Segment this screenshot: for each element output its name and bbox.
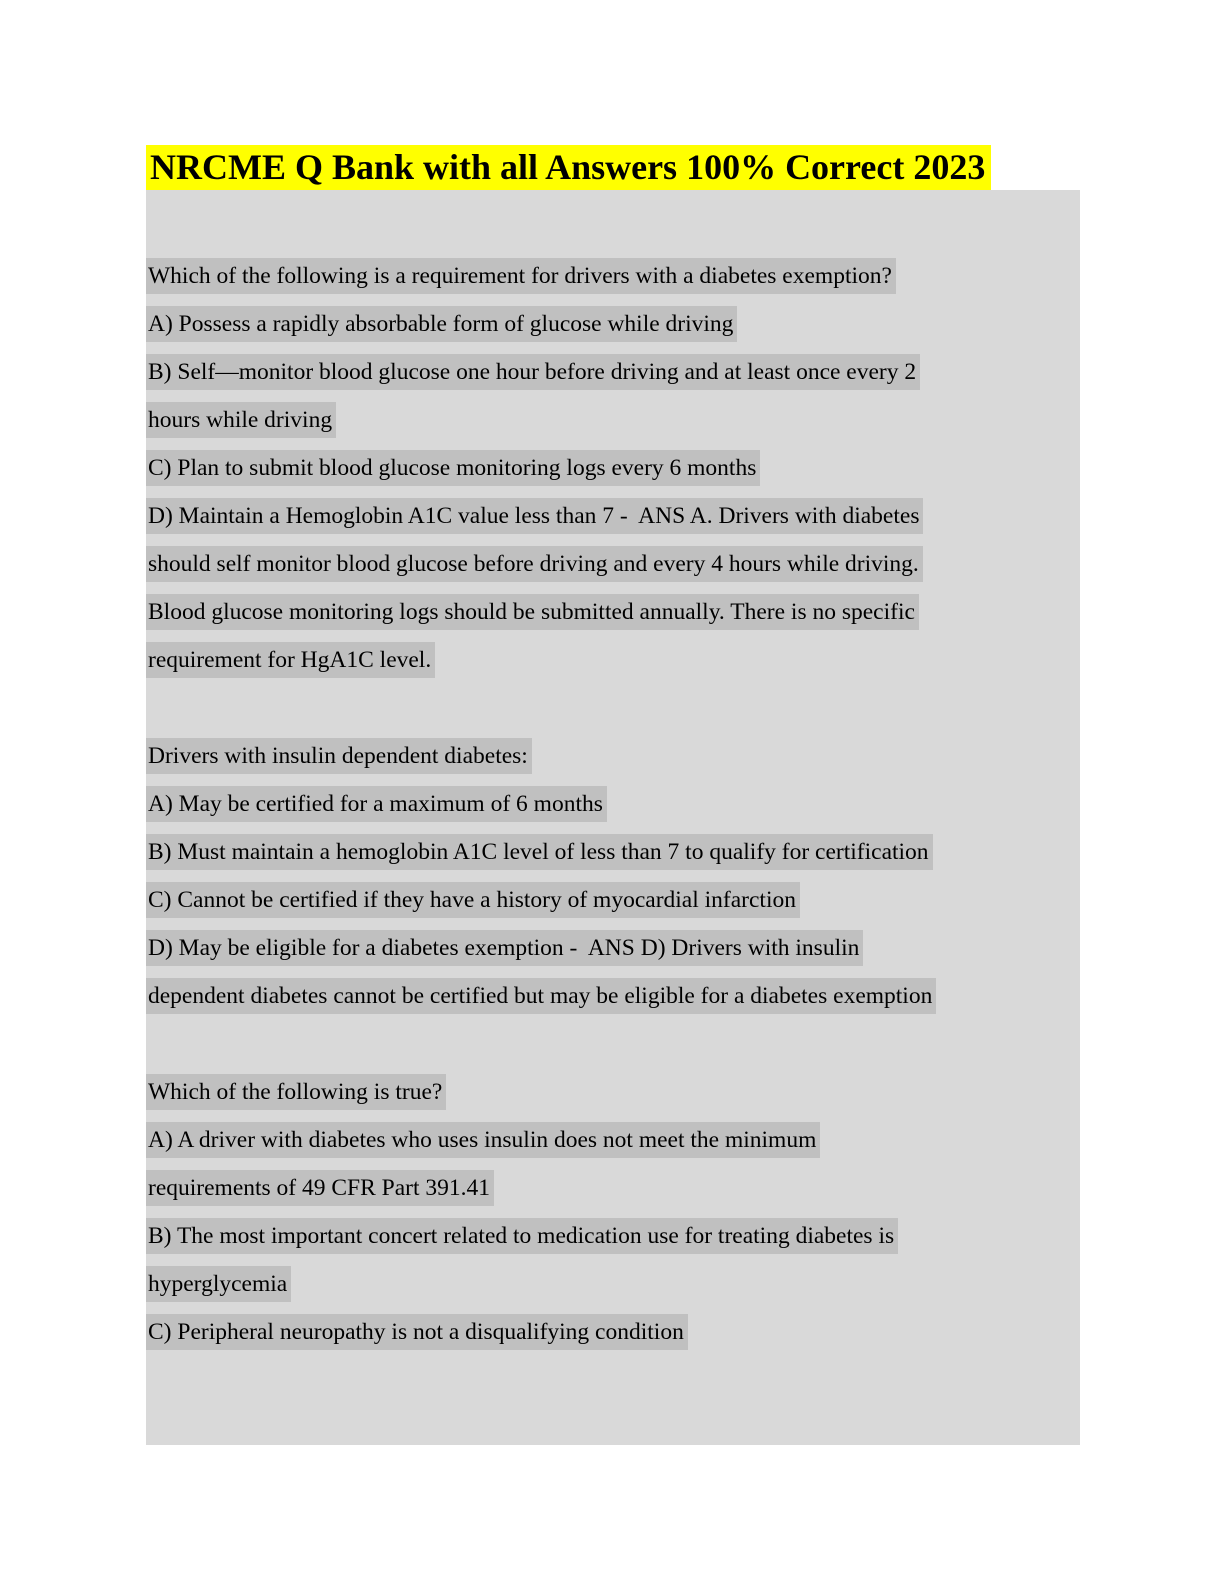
document-page bbox=[0, 145, 1224, 1584]
qa-line bbox=[146, 1212, 1080, 1260]
qa-line bbox=[146, 396, 1080, 444]
highlighted-text: C) Cannot be certified if they have a history of myocardial infarction bbox=[146, 882, 800, 918]
highlighted-text: B) Must maintain a hemoglobin A1C level of less than 7 to qualify for certification bbox=[146, 834, 933, 870]
highlighted-text: hours while driving bbox=[146, 402, 336, 438]
qa-line bbox=[146, 1260, 1080, 1308]
highlighted-text: B) Self—monitor blood glucose one hour before driving and at least once every 2 bbox=[146, 354, 920, 390]
highlighted-text: Drivers with insulin dependent diabetes: bbox=[146, 738, 532, 774]
qa-line bbox=[146, 588, 1080, 636]
highlighted-text: Which of the following is true? bbox=[146, 1074, 446, 1110]
document-title-line bbox=[146, 145, 1224, 190]
qa-line bbox=[146, 1164, 1080, 1212]
highlighted-text: B) The most important concert related to medication use for treating diabetes is bbox=[146, 1218, 898, 1254]
qa-line bbox=[146, 444, 1080, 492]
highlighted-text: should self monitor blood glucose before driving and every 4 hours while driving. bbox=[146, 546, 923, 582]
highlighted-text: Blood glucose monitoring logs should be submitted annually. There is no specific bbox=[146, 594, 919, 630]
qa-line bbox=[146, 300, 1080, 348]
qa-line bbox=[146, 540, 1080, 588]
qa-line bbox=[146, 876, 1080, 924]
qa-line bbox=[146, 252, 1080, 300]
qa-line bbox=[146, 924, 1080, 972]
qa-line bbox=[146, 348, 1080, 396]
qa-line bbox=[146, 780, 1080, 828]
highlighted-text: hyperglycemia bbox=[146, 1266, 291, 1302]
highlighted-text: A) May be certified for a maximum of 6 months bbox=[146, 786, 607, 822]
qa-content bbox=[146, 190, 1080, 1445]
qa-line bbox=[146, 492, 1080, 540]
qa-line bbox=[146, 1116, 1080, 1164]
highlighted-text: C) Plan to submit blood glucose monitoring logs every 6 months bbox=[146, 450, 760, 486]
qa-paragraph bbox=[146, 252, 1080, 684]
highlighted-text: A) Possess a rapidly absorbable form of glucose while driving bbox=[146, 306, 737, 342]
highlighted-text: D) May be eligible for a diabetes exemption - ANS D) Drivers with insulin bbox=[146, 930, 863, 966]
highlighted-text: dependent diabetes cannot be certified but may be eligible for a diabetes exemption bbox=[146, 978, 936, 1014]
highlighted-text: D) Maintain a Hemoglobin A1C value less than 7 - ANS A. Drivers with diabetes bbox=[146, 498, 923, 534]
document-title: NRCME Q Bank with all Answers 100% Correct 2023 bbox=[146, 145, 991, 190]
qa-line bbox=[146, 636, 1080, 684]
highlighted-text: requirement for HgA1C level. bbox=[146, 642, 435, 678]
qa-line bbox=[146, 1068, 1080, 1116]
qa-line bbox=[146, 828, 1080, 876]
highlighted-text: requirements of 49 CFR Part 391.41 bbox=[146, 1170, 494, 1206]
highlighted-text: A) A driver with diabetes who uses insulin does not meet the minimum bbox=[146, 1122, 820, 1158]
qa-line bbox=[146, 972, 1080, 1020]
highlighted-text: Which of the following is a requirement for drivers with a diabetes exemption? bbox=[146, 258, 896, 294]
qa-line bbox=[146, 1308, 1080, 1356]
qa-line bbox=[146, 732, 1080, 780]
qa-paragraph bbox=[146, 732, 1080, 1020]
highlighted-text: C) Peripheral neuropathy is not a disqualifying condition bbox=[146, 1314, 688, 1350]
qa-paragraph bbox=[146, 1068, 1080, 1356]
